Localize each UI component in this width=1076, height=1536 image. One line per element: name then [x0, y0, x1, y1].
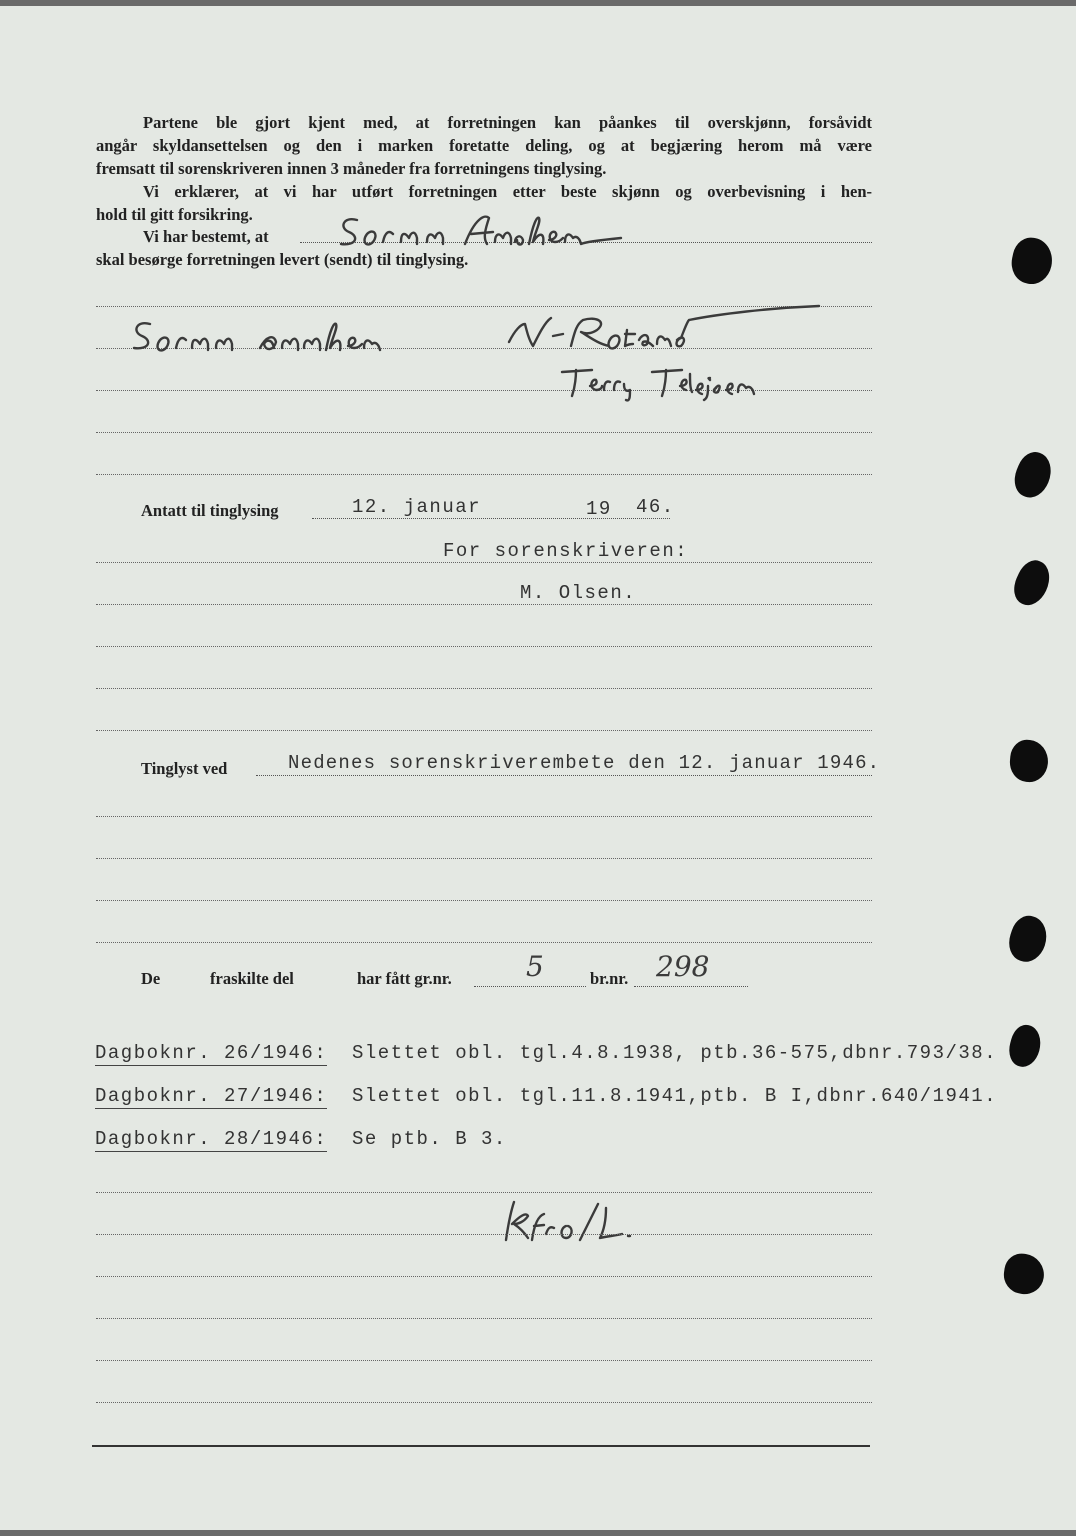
punch-hole-icon — [1005, 1022, 1045, 1070]
punch-hole-icon — [1001, 1251, 1046, 1296]
rule-n — [96, 1360, 872, 1361]
paragraph2-line2: hold til gitt forsikring. — [96, 205, 253, 224]
rule-d — [96, 688, 872, 689]
signer-name: M. Olsen. — [520, 582, 637, 604]
rule-h — [96, 900, 872, 901]
fraskilte-del: fraskilte del — [210, 969, 294, 988]
rule-f — [96, 816, 872, 817]
paragraph1-line1: Partene ble gjort kjent med, at forretningen kan påankes til overskjønn, forsåvidt — [143, 113, 872, 132]
rule-o — [96, 1402, 872, 1403]
antatt-label: Antatt til tinglysing — [141, 501, 279, 520]
signature-rule-5 — [96, 474, 872, 475]
closing-rule — [92, 1445, 870, 1447]
rule-l — [96, 1276, 872, 1277]
punch-hole-icon — [1008, 234, 1057, 287]
fraskilte-har-fatt: har fått gr.nr. — [357, 969, 452, 988]
bestemt-suffix: skal besørge forretningen levert (sendt) til tinglysing. — [96, 250, 469, 269]
scan-edge-top — [0, 0, 1076, 6]
handwritten-initials — [496, 1196, 666, 1246]
dagbok-28-text: Se ptb. B 3. — [352, 1128, 507, 1150]
rule-i — [96, 942, 872, 943]
dagbok-28-label: Dagboknr. 28/1946: — [95, 1128, 328, 1150]
handwritten-signature-1 — [130, 318, 430, 358]
punch-hole-icon — [1008, 555, 1056, 610]
antatt-fill-line — [312, 518, 670, 519]
dagbok-26-label: Dagboknr. 26/1946: — [95, 1042, 328, 1064]
rule-g — [96, 858, 872, 859]
fraskilte-de: De — [141, 969, 161, 988]
grnr-fill-line — [474, 986, 586, 987]
tinglyst-fill-line — [256, 775, 872, 776]
rule-b — [96, 604, 872, 605]
antatt-date: 12. januar — [352, 496, 482, 518]
punch-hole-icon — [1009, 447, 1058, 502]
scan-edge-bottom — [0, 1530, 1076, 1536]
paragraph2-line1: Vi erklærer, at vi har utført forretningen etter beste skjønn og overbevisning i hen- — [143, 182, 872, 201]
rule-e — [96, 730, 872, 731]
antatt-year-suffix: 46. — [636, 496, 675, 518]
bestemt-prefix: Vi har bestemt, at — [143, 227, 269, 246]
rule-k — [96, 1234, 872, 1235]
dagbok-26-text: Slettet obl. tgl.4.8.1938, ptb.36-575,dbnr.793/38. — [352, 1042, 998, 1064]
brnr-fill-line — [634, 986, 748, 987]
handwritten-signature-3 — [560, 362, 770, 402]
tinglyst-label: Tinglyst ved — [141, 759, 228, 778]
grnr-value: 5 — [526, 950, 544, 983]
punch-hole-icon — [1008, 738, 1050, 783]
paragraph1-line2: angår skyldansettelsen og den i marken foretatte deling, og at begjæring herom må være — [96, 136, 872, 155]
rule-j — [96, 1192, 872, 1193]
brnr-label: br.nr. — [590, 969, 629, 988]
paragraph1-line3: fremsatt til sorenskriveren innen 3 måneder fra forretningens tinglysing. — [96, 159, 607, 178]
for-sorenskriveren: For sorenskriveren: — [443, 540, 689, 562]
handwritten-signature-2 — [505, 300, 825, 360]
dagbok-27-label: Dagboknr. 27/1946: — [95, 1085, 328, 1107]
signature-rule-4 — [96, 432, 872, 433]
antatt-year-prefix: 19 — [586, 498, 612, 520]
rule-a — [96, 562, 872, 563]
handwritten-name-bestemt — [335, 212, 635, 252]
rule-c — [96, 646, 872, 647]
brnr-value: 298 — [656, 950, 710, 983]
rule-m — [96, 1318, 872, 1319]
dagbok-27-text: Slettet obl. tgl.11.8.1941,ptb. B I,dbnr.640/1941. — [352, 1085, 998, 1107]
tinglyst-text: Nedenes sorenskriverembete den 12. januar 1946. — [288, 752, 881, 774]
punch-hole-icon — [1004, 912, 1052, 967]
